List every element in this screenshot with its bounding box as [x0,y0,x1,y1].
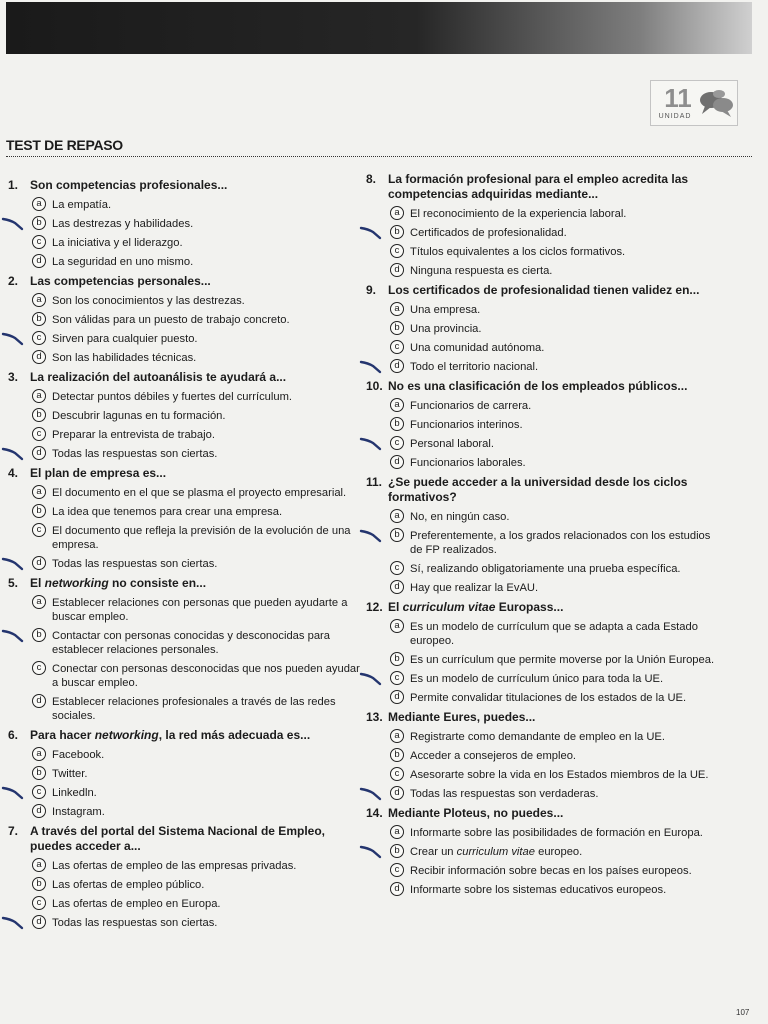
answer-option[interactable] [366,845,722,859]
question-9 [366,283,722,374]
option-text: Es un modelo de currículum único para toda la UE. [410,673,664,685]
answer-option[interactable] [366,264,722,278]
question-number: 4. [8,466,19,480]
option-letter-b: b [32,877,46,891]
option-letter-d: d [32,804,46,818]
option-text: Hay que realizar la EvAU. [410,582,539,594]
handwritten-check-mark [358,356,390,374]
answer-option[interactable] [366,691,722,705]
option-letter-b: b [32,216,46,230]
answer-option[interactable] [366,749,722,763]
option-text: Funcionarios de carrera. [410,400,532,412]
answer-option[interactable] [366,562,722,576]
option-letter-a: a [32,858,46,872]
question-1 [8,178,366,269]
option-letter-c: c [390,671,404,685]
question-10 [366,379,722,470]
option-text: Funcionarios laborales. [410,457,526,469]
option-letter-a: a [32,293,46,307]
question-title [366,475,722,505]
option-letter-a: a [32,389,46,403]
question-4 [8,466,366,571]
question-number: 3. [8,370,19,384]
option-text: El documento en el que se plasma el proyecto empresarial. [52,487,347,499]
answer-option[interactable] [366,207,722,221]
option-letter-c: c [32,235,46,249]
handwritten-check-mark [0,625,32,643]
answer-option[interactable] [8,409,366,423]
unit-number: 11 [664,83,692,113]
option-text: Es un currículum que permite moverse por la Unión Europea. [410,654,715,666]
handwritten-check-mark [0,912,32,930]
answer-option[interactable] [8,428,366,442]
question-14 [366,806,722,897]
answer-option[interactable] [366,322,722,336]
option-letter-c: c [390,436,404,450]
question-number: 10. [366,379,383,393]
option-text: Informarte sobre los sistemas educativos europeos. [410,884,667,896]
option-text: Todo el territorio nacional. [410,361,539,373]
option-text: La empatía. [52,199,112,211]
answer-option[interactable] [366,620,722,648]
option-text: Las destrezas y habilidades. [52,218,194,230]
option-letter-b: b [390,417,404,431]
option-letter-d: d [390,455,404,469]
option-letter-c: c [32,331,46,345]
answer-option[interactable] [366,883,722,897]
option-letter-c: c [32,661,46,675]
answer-option[interactable] [366,826,722,840]
answer-option[interactable] [8,748,366,762]
option-letter-a: a [32,595,46,609]
question-title [366,283,722,298]
question-number: 13. [366,710,383,724]
option-text: El documento que refleja la previsión de la evolución de una empresa. [52,525,351,551]
answer-option[interactable] [8,351,366,365]
option-text: Preparar la entrevista de trabajo. [52,429,215,441]
option-letter-d: d [32,694,46,708]
questions-left-column [8,178,366,935]
option-letter-b: b [390,225,404,239]
question-text-tail: , la red más adecuada es... [158,728,311,742]
question-3 [8,370,366,461]
option-letter-a: a [390,619,404,633]
handwritten-check-mark [0,328,32,346]
option-letter-c: c [390,767,404,781]
option-text-tail: europeo. [534,846,583,858]
option-text: Linkedln. [52,787,97,799]
option-text: Acceder a consejeros de empleo. [410,750,577,762]
answer-option[interactable] [8,767,366,781]
option-text: Recibir información sobre becas en los países europeos. [410,865,692,877]
question-title [8,466,366,481]
question-text-emphasis: networking [44,576,109,590]
answer-option[interactable] [366,245,722,259]
option-letter-b: b [390,652,404,666]
option-text: Descubrir lagunas en tu formación. [52,410,226,422]
option-text: Establecer relaciones profesionales a través de las redes sociales. [52,696,336,722]
option-text: Las ofertas de empleo de las empresas privadas. [52,860,297,872]
option-letter-c: c [32,427,46,441]
question-text: Mediante Eures, puedes... [388,710,536,724]
option-text: Crear un [410,846,457,858]
question-title [8,824,366,854]
answer-option[interactable] [8,217,366,231]
question-text: ¿Se puede acceder a la universidad desde los ciclos formativos? [388,475,688,504]
answer-option[interactable] [366,768,722,782]
answer-option[interactable] [8,805,366,819]
option-text: Conectar con personas desconocidas que nos pueden ayudar a buscar empleo. [52,663,360,689]
question-number: 12. [366,600,383,614]
option-text: Asesorarte sobre la vida en los Estados miembros de la UE. [410,769,709,781]
option-text: Informarte sobre las posibilidades de formación en Europa. [410,827,703,839]
option-letter-c: c [390,340,404,354]
answer-option[interactable] [366,418,722,432]
option-letter-b: b [390,844,404,858]
answer-option[interactable] [8,390,366,404]
option-letter-a: a [390,398,404,412]
question-text-tail: no consiste en... [108,576,207,590]
answer-option[interactable] [366,581,722,595]
handwritten-check-mark [358,668,390,686]
option-text: Una comunidad autónoma. [410,342,545,354]
question-text: El [30,576,45,590]
question-2 [8,274,366,365]
answer-option[interactable] [8,332,366,346]
unit-badge [650,80,738,126]
option-text: Detectar puntos débiles y fuertes del currículum. [52,391,293,403]
question-number: 8. [366,172,377,186]
option-letter-b: b [32,312,46,326]
unit-label: UNIDAD [658,113,692,120]
answer-option[interactable] [8,897,366,911]
question-number: 7. [8,824,19,838]
question-text: Los certificados de profesionalidad tienen validez en... [388,283,700,297]
answer-option[interactable] [366,399,722,413]
option-text: Certificados de profesionalidad. [410,227,567,239]
speech-bubbles-icon [697,85,735,121]
answer-option[interactable] [366,226,722,240]
option-text: Registrarte como demandante de empleo en la UE. [410,731,665,743]
question-11 [366,475,722,595]
option-letter-c: c [32,523,46,537]
option-letter-d: d [32,446,46,460]
question-6 [8,728,366,819]
question-text: Mediante Ploteus, no puedes... [388,806,564,820]
question-number: 2. [8,274,19,288]
question-text: Para hacer [30,728,95,742]
question-text: La realización del autoanálisis te ayudará a... [30,370,287,384]
answer-option[interactable] [366,653,722,667]
option-text: Son las habilidades técnicas. [52,352,197,364]
question-8 [366,172,722,278]
answer-option[interactable] [8,557,366,571]
option-letter-d: d [390,786,404,800]
handwritten-check-mark [0,443,32,461]
question-number: 14. [366,806,383,820]
question-text-tail: Europass... [495,600,564,614]
option-text: Todas las respuestas son ciertas. [52,448,218,460]
answer-option[interactable] [8,878,366,892]
question-text-emphasis: networking [94,728,159,742]
option-letter-a: a [32,485,46,499]
handwritten-check-mark [0,553,32,571]
option-text: Sirven para cualquier puesto. [52,333,198,345]
option-letter-b: b [390,748,404,762]
option-letter-d: d [390,359,404,373]
handwritten-check-mark [358,841,390,859]
option-text: No, en ningún caso. [410,511,510,523]
option-text: Todas las respuestas son ciertas. [52,558,218,570]
answer-option[interactable] [366,672,722,686]
option-text: Preferentemente, a los grados relacionados con los estudios de FP realizados. [410,530,711,556]
option-letter-d: d [390,690,404,704]
option-letter-a: a [390,206,404,220]
option-text: Ninguna respuesta es cierta. [410,265,553,277]
option-letter-c: c [32,896,46,910]
question-text-emphasis: curriculum vitae [402,600,496,614]
option-text: La iniciativa y el liderazgo. [52,237,183,249]
option-letter-b: b [32,766,46,780]
question-text: A través del portal del Sistema Nacional de Empleo, puedes acceder a... [30,824,325,853]
option-text: Títulos equivalentes a los ciclos formativos. [410,246,626,258]
option-text: Contactar con personas conocidas y desconocidas para establecer relaciones personales. [52,630,330,656]
option-text-emphasis: curriculum vitae [456,846,535,858]
answer-option[interactable] [8,629,366,657]
question-13 [366,710,722,801]
answer-option[interactable] [8,859,366,873]
option-letter-d: d [32,254,46,268]
handwritten-check-mark [0,782,32,800]
option-text: Una provincia. [410,323,482,335]
option-text: La idea que tenemos para crear una empresa. [52,506,283,518]
option-letter-d: d [390,882,404,896]
handwritten-check-mark [358,433,390,451]
option-letter-a: a [32,197,46,211]
question-title [366,806,722,821]
handwritten-check-mark [358,783,390,801]
question-number: 1. [8,178,19,192]
answer-option[interactable] [8,916,366,930]
answer-option[interactable] [8,596,366,624]
answer-option[interactable] [8,198,366,212]
question-title [366,600,722,615]
option-letter-d: d [390,263,404,277]
option-text: Las ofertas de empleo en Europa. [52,898,221,910]
option-letter-a: a [390,302,404,316]
option-text: Facebook. [52,749,105,761]
option-letter-c: c [32,785,46,799]
question-12 [366,600,722,705]
option-text: Twitter. [52,768,88,780]
answer-option[interactable] [366,730,722,744]
answer-option[interactable] [8,236,366,250]
option-text: Funcionarios interinos. [410,419,523,431]
option-text: Es un modelo de currículum que se adapta a cada Estado europeo. [410,621,698,647]
answer-option[interactable] [8,447,366,461]
page-number: 107 [736,1008,750,1017]
question-text: Son competencias profesionales... [30,178,228,192]
questions-right-column [366,172,722,902]
question-number: 5. [8,576,19,590]
answer-option[interactable] [366,864,722,878]
option-letter-b: b [390,321,404,335]
question-title [8,274,366,289]
handwritten-check-mark [358,222,390,240]
option-text: Permite convalidar titulaciones de los estados de la UE. [410,692,687,704]
question-number: 9. [366,283,377,297]
answer-option[interactable] [366,456,722,470]
handwritten-check-mark [358,525,390,543]
question-title [8,178,366,193]
question-title [366,172,722,202]
answer-option[interactable] [8,524,366,552]
option-letter-b: b [32,408,46,422]
handwritten-check-mark [0,213,32,231]
option-letter-d: d [32,915,46,929]
answer-option[interactable] [366,529,722,557]
question-text: El [388,600,403,614]
question-text: El plan de empresa es... [30,466,167,480]
option-letter-b: b [32,504,46,518]
option-text: Instagram. [52,806,105,818]
title-divider [6,156,752,157]
question-text: Las competencias personales... [30,274,211,288]
option-text: La seguridad en uno mismo. [52,256,194,268]
option-text: Una empresa. [410,304,481,316]
question-title [8,576,366,591]
question-title [8,728,366,743]
answer-option[interactable] [366,303,722,317]
answer-option[interactable] [8,255,366,269]
option-text: Personal laboral. [410,438,494,450]
answer-option[interactable] [8,695,366,723]
question-text: La formación profesional para el empleo acredita las competencias adquiridas mediante... [388,172,689,201]
answer-option[interactable] [8,294,366,308]
question-title [366,710,722,725]
option-text: El reconocimiento de la experiencia laboral. [410,208,627,220]
option-letter-c: c [390,863,404,877]
question-number: 6. [8,728,19,742]
answer-option[interactable] [8,505,366,519]
option-text: Establecer relaciones con personas que pueden ayudarte a buscar empleo. [52,597,348,623]
option-letter-d: d [390,580,404,594]
option-letter-d: d [32,350,46,364]
answer-option[interactable] [8,486,366,500]
option-letter-b: b [32,628,46,642]
option-letter-a: a [390,729,404,743]
option-letter-b: b [390,528,404,542]
option-letter-d: d [32,556,46,570]
option-text: Todas las respuestas son ciertas. [52,917,218,929]
answer-option[interactable] [366,437,722,451]
option-letter-a: a [390,509,404,523]
option-text: Las ofertas de empleo público. [52,879,205,891]
answer-option[interactable] [366,510,722,524]
answer-option[interactable] [366,360,722,374]
answer-option[interactable] [8,786,366,800]
option-text: Son los conocimientos y las destrezas. [52,295,245,307]
option-letter-a: a [32,747,46,761]
question-text: No es una clasificación de los empleados públicos... [388,379,688,393]
question-5 [8,576,366,723]
option-letter-c: c [390,561,404,575]
answer-option[interactable] [8,313,366,327]
answer-option[interactable] [366,341,722,355]
top-header-bar [6,2,752,54]
option-text: Sí, realizando obligatoriamente una prueba específica. [410,563,681,575]
option-letter-c: c [390,244,404,258]
option-letter-a: a [390,825,404,839]
page-title: TEST DE REPASO [6,137,123,153]
answer-option[interactable] [366,787,722,801]
question-7 [8,824,366,930]
question-title [8,370,366,385]
answer-option[interactable] [8,662,366,690]
question-number: 11. [366,475,383,489]
option-text: Todas las respuestas son verdaderas. [410,788,599,800]
option-text: Son válidas para un puesto de trabajo concreto. [52,314,290,326]
question-title [366,379,722,394]
